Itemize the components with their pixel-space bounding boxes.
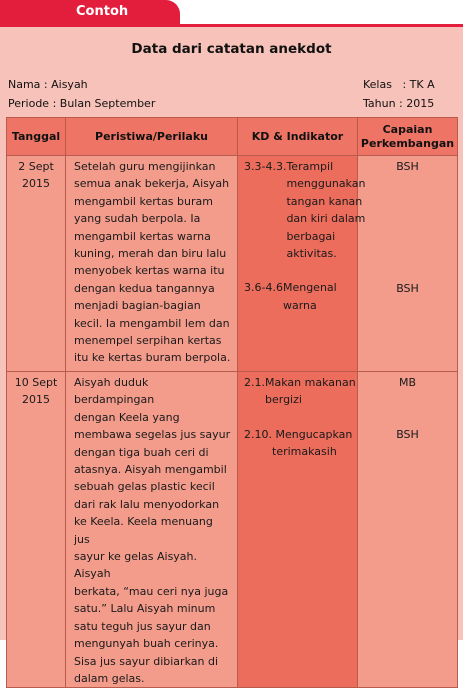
cell-date xyxy=(7,372,66,688)
capaian-spacer xyxy=(360,409,455,426)
kd-item xyxy=(244,374,356,409)
kd-spacer xyxy=(244,262,353,279)
activity-line: dalam gelas. xyxy=(74,671,145,685)
kd-item xyxy=(244,426,353,461)
kd-indicator-text xyxy=(283,279,353,314)
activity-line: berkata, “mau ceri nya juga xyxy=(74,584,229,598)
document-title: Data dari catatan anekdot xyxy=(131,41,332,57)
kd-line: tangan kanan xyxy=(286,194,363,208)
activity-line: atasnya. Aisyah mengambil xyxy=(74,463,227,477)
activity-line: mengunyah buah cerinya. xyxy=(74,637,219,651)
section-tab xyxy=(0,0,180,24)
activity-line: satu teguh jus sayur dan xyxy=(74,619,211,633)
capaian-spacer xyxy=(360,175,455,192)
capaian-spacer xyxy=(360,210,455,227)
kd-item xyxy=(244,279,353,314)
activity-line: dari rak lalu menyodorkan xyxy=(74,497,220,511)
activity-line: sebuah gelas plastic kecil xyxy=(74,480,215,494)
capaian-spacer xyxy=(360,391,455,408)
activity-line: satu.” Lalu Aisyah minum xyxy=(74,602,216,616)
activity-line: kuning, merah dan biru lalu xyxy=(74,247,227,261)
activity-line: kecil. Ia mengambil lem dan xyxy=(74,316,230,330)
cell-kd-indikator xyxy=(238,372,358,688)
period: Periode : Bulan September xyxy=(8,97,156,110)
kd-line: Mengucapkan xyxy=(272,427,353,441)
kd-code: 3.3-4.3. xyxy=(244,160,287,173)
header-capaian: Capaian Perkembangan xyxy=(358,118,458,156)
kd-item xyxy=(244,158,366,262)
kd-line: warna xyxy=(282,298,317,312)
cell-date xyxy=(7,156,66,372)
activity-line: semua anak bekerja, Aisyah xyxy=(74,177,230,191)
kd-line: menggunakan xyxy=(286,177,366,191)
class: Kelas : TK A xyxy=(363,78,435,91)
activity-line: menjadi bagian-bagian xyxy=(74,299,201,313)
activity-line: menempel serpihan kertas xyxy=(74,334,222,348)
kd-line: Mengenal xyxy=(282,281,337,295)
header-kd: KD & Indikator xyxy=(238,118,358,156)
kd-spacer xyxy=(244,409,353,426)
cell-activity xyxy=(66,372,238,688)
kd-line: terimakasih xyxy=(272,445,337,459)
kd-line: Terampil xyxy=(286,160,334,173)
capaian-spacer xyxy=(360,193,455,210)
kd-code: 2.10. xyxy=(244,427,272,441)
cell-kd-indikator xyxy=(238,156,366,372)
table-row xyxy=(7,156,458,372)
activity-line: mengambil kertas buram xyxy=(74,194,213,208)
section-tab-label: Contoh xyxy=(76,4,129,19)
activity-line: mengambil kertas warna xyxy=(74,229,211,243)
kd-indicator-text xyxy=(265,374,356,409)
kd-line: dan kiri dalam xyxy=(286,212,366,226)
capaian-spacer xyxy=(360,245,455,262)
student-name: Nama : Aisyah xyxy=(8,78,88,91)
activity-line: Aisyah duduk berdampingan xyxy=(74,376,155,407)
capaian-value: BSH xyxy=(396,428,419,442)
activity-line: Setelah guru mengijinkan xyxy=(74,160,216,173)
activity-line: dengan tiga buah ceri di xyxy=(74,445,209,459)
example-panel xyxy=(0,24,463,685)
activity-line: Sisa jus sayur dibiarkan di xyxy=(74,654,218,668)
capaian-spacer xyxy=(360,262,455,279)
date-line: 2 Sept xyxy=(18,160,54,173)
kd-code: 2.1. xyxy=(244,376,265,389)
capaian-value: BSH xyxy=(396,281,419,295)
anecdote-table xyxy=(6,117,458,688)
header-peristiwa: Peristiwa/Perilaku xyxy=(66,118,238,156)
activity-line: dengan kedua tangannya xyxy=(74,281,215,295)
activity-line: sayur ke gelas Aisyah. Aisyah xyxy=(74,550,198,581)
year: Tahun : 2015 xyxy=(363,97,435,110)
activity-line: membawa segelas jus sayur xyxy=(74,428,231,442)
kd-line: berbagai xyxy=(286,229,336,243)
cell-capaian xyxy=(358,372,458,688)
table-header-row xyxy=(7,118,458,156)
date-line: 2015 xyxy=(22,177,50,191)
kd-indicator-text xyxy=(272,426,353,461)
date-line: 2015 xyxy=(22,393,50,407)
activity-line: ke Keela. Keela menuang jus xyxy=(74,515,213,546)
activity-line: menyobek kertas warna itu xyxy=(74,264,225,278)
table-row xyxy=(7,372,458,688)
kd-line: bergizi xyxy=(265,393,302,407)
header-tanggal: Tanggal xyxy=(7,118,66,156)
kd-line: aktivitas. xyxy=(286,247,337,261)
capaian-spacer xyxy=(360,228,455,245)
cell-capaian xyxy=(358,156,458,372)
kd-code: 3.6-4.6 xyxy=(244,281,283,295)
date-line: 10 Sept xyxy=(14,376,58,389)
activity-line: dengan Keela yang xyxy=(74,410,180,424)
capaian-value: BSH xyxy=(396,160,419,173)
activity-line: itu ke kertas buram berpola. xyxy=(74,351,231,365)
activity-line: yang sudah berpola. Ia xyxy=(74,212,201,226)
cell-activity xyxy=(66,156,238,372)
kd-line: Makan makanan xyxy=(265,376,356,389)
kd-indicator-text xyxy=(286,158,365,262)
capaian-value: MB xyxy=(398,376,417,389)
